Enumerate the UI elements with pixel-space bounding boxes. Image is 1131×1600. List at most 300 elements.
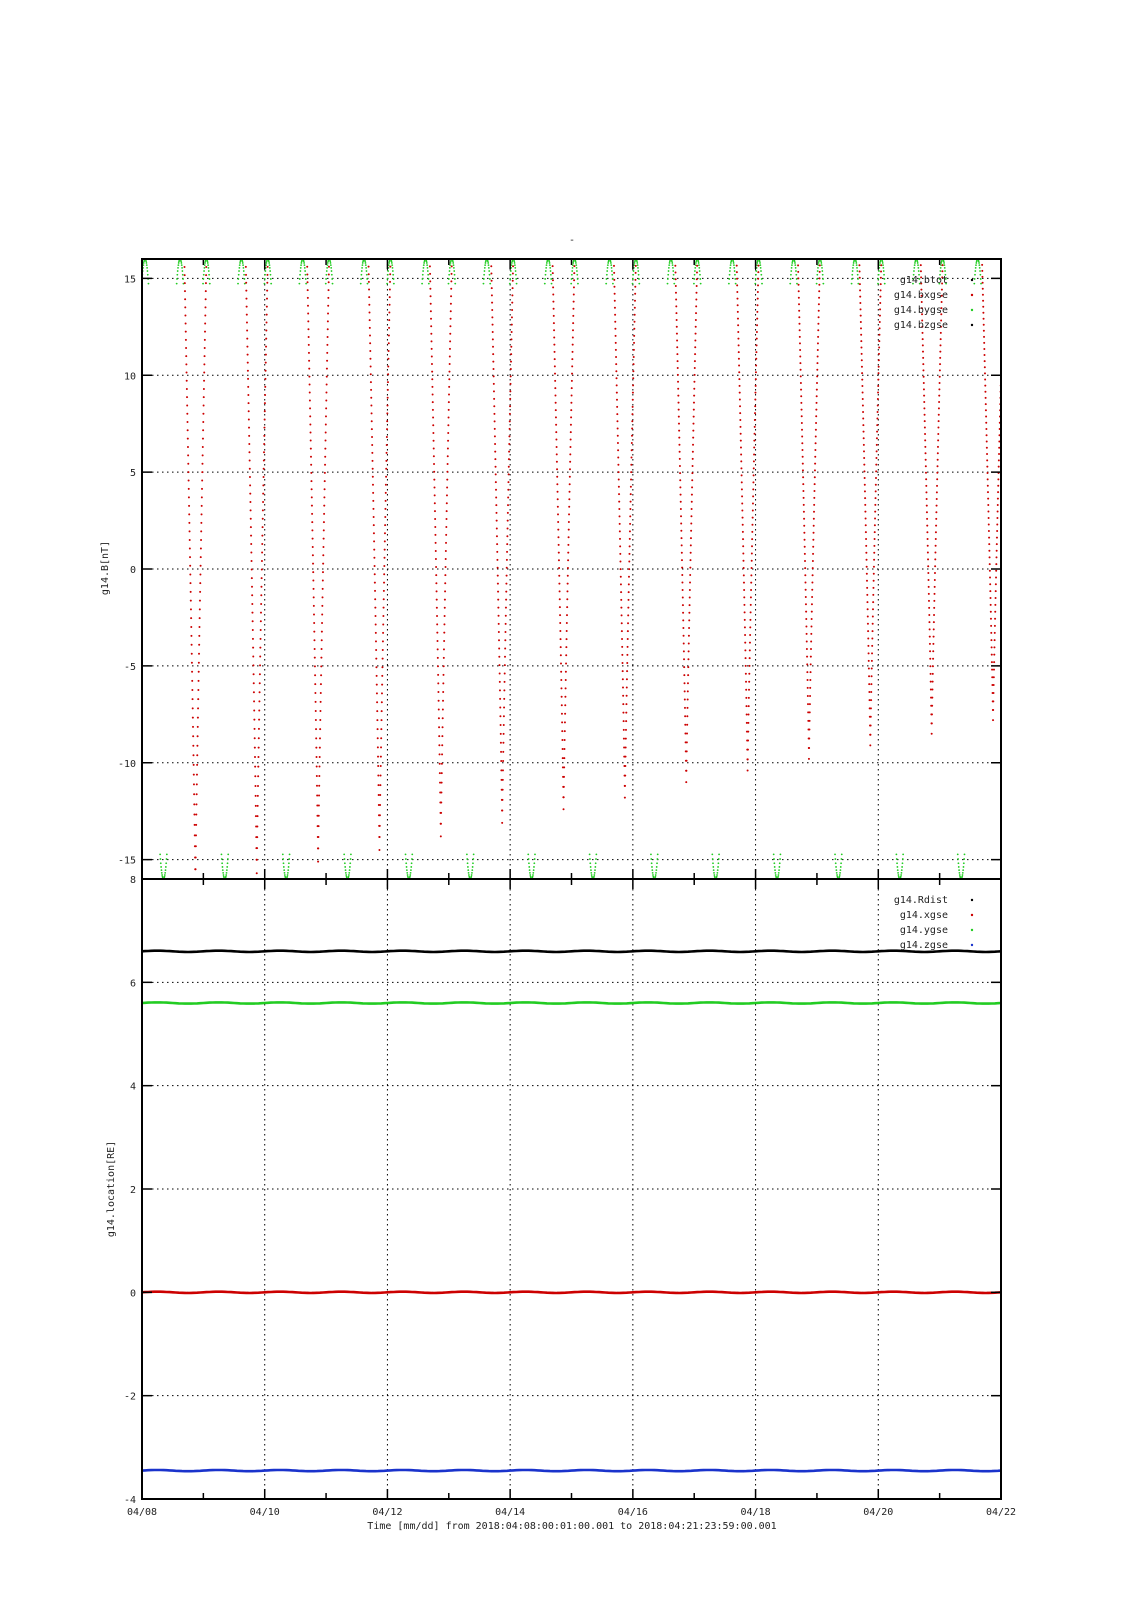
bxgse-point	[878, 340, 880, 342]
bxgse-point	[745, 705, 747, 707]
bxgse-point	[754, 419, 756, 421]
bxgse-point	[379, 804, 381, 806]
bxgse-point	[437, 691, 439, 693]
bxgse-point	[986, 466, 988, 468]
bxgse-point	[259, 673, 261, 675]
bygse-point	[575, 260, 577, 262]
bxgse-point	[754, 392, 756, 394]
bygse-point	[655, 874, 657, 876]
bxgse-point	[693, 388, 695, 390]
bxgse-point	[184, 306, 186, 308]
bygse-point	[818, 262, 820, 264]
bygse-point	[734, 274, 736, 276]
bxgse-point	[755, 351, 757, 353]
bygse-point	[841, 858, 843, 860]
bxgse-point	[256, 825, 258, 827]
l-y-tick-label: 0	[129, 1288, 136, 1300]
bygse-point	[161, 872, 163, 874]
bygse-point	[515, 274, 517, 276]
bxgse-point	[678, 402, 680, 404]
bxgse-point	[692, 437, 694, 439]
bxgse-point	[617, 442, 619, 444]
bxgse-point	[251, 577, 253, 579]
bxgse-point	[864, 504, 866, 506]
bxgse-point	[809, 695, 811, 697]
bygse-point	[595, 858, 597, 860]
bygse-point	[548, 260, 550, 262]
bxgse-point	[383, 582, 385, 584]
bxgse-point	[743, 574, 745, 576]
bygse-point	[392, 274, 394, 276]
bxgse-point	[940, 338, 942, 340]
bxgse-point	[368, 266, 370, 268]
bxgse-point	[506, 543, 508, 545]
bxgse-point	[861, 359, 863, 361]
bxgse-point	[938, 401, 940, 403]
bxgse-point	[506, 535, 508, 537]
bxgse-point	[373, 516, 375, 518]
bygse-point	[449, 270, 451, 272]
bygse-point	[178, 262, 180, 264]
bxgse-point	[385, 460, 387, 462]
bxgse-point	[444, 590, 446, 592]
bygse-point	[283, 866, 285, 868]
bxgse-point	[756, 324, 758, 326]
bxgse-point	[437, 682, 439, 684]
bxgse-point	[745, 665, 747, 667]
bxgse-point	[328, 266, 330, 268]
bxgse-point	[251, 560, 253, 562]
bxgse-point	[996, 543, 998, 545]
bygse-point	[226, 869, 228, 871]
bygse-point	[877, 283, 879, 285]
bxgse-point	[742, 517, 744, 519]
bxgse-point	[563, 776, 565, 778]
bygse-point	[759, 262, 761, 264]
b-y-axis-title: g14.B[nT]	[100, 540, 111, 596]
bxgse-point	[195, 803, 197, 805]
bygse-point	[283, 862, 285, 864]
bygse-point	[550, 274, 552, 276]
bygse-point	[570, 283, 572, 285]
bxgse-point	[441, 772, 443, 774]
bxgse-cusp	[183, 258, 207, 884]
bxgse-point	[814, 476, 816, 478]
bxgse-point	[981, 276, 983, 278]
bygse-point	[607, 264, 609, 266]
bxgse-point	[388, 342, 390, 344]
bxgse-point	[814, 469, 816, 471]
bxgse-point	[571, 365, 573, 367]
bxgse-point	[995, 556, 997, 558]
bxgse-point	[446, 486, 448, 488]
bxgse-point	[801, 415, 803, 417]
bxgse-point	[878, 346, 880, 348]
bxgse-point	[989, 556, 991, 558]
bygse-point	[545, 267, 547, 269]
bygse-point	[466, 853, 468, 855]
bygse-point	[790, 270, 792, 272]
bxgse-point	[685, 770, 687, 772]
bxgse-point	[616, 384, 618, 386]
bxgse-point	[926, 498, 928, 500]
bxgse-point	[994, 604, 996, 606]
bxgse-point	[512, 273, 514, 275]
bxgse-point	[370, 366, 372, 368]
bxgse-point	[248, 443, 250, 445]
bygse-point	[716, 874, 718, 876]
bxgse-point	[503, 689, 505, 691]
bxgse-point	[1003, 270, 1005, 272]
bygse-point	[146, 264, 148, 266]
bygse-point	[551, 283, 553, 285]
bygse-point	[282, 853, 284, 855]
bygse-point	[288, 862, 290, 864]
bxgse-point	[1003, 264, 1005, 266]
bxgse-point	[192, 754, 194, 756]
bxgse-point	[324, 464, 326, 466]
x-tick-label: 04/20	[863, 1507, 894, 1518]
bygse-point	[348, 874, 350, 876]
bxgse-point	[512, 287, 514, 289]
bxgse-point	[751, 531, 753, 533]
bxgse-point	[322, 579, 324, 581]
bxgse-point	[445, 558, 447, 560]
bxgse-point	[862, 418, 864, 420]
bxgse-point	[993, 684, 995, 686]
bxgse-point	[491, 316, 493, 318]
bxgse-point	[615, 349, 617, 351]
bxgse-point	[188, 513, 190, 515]
bxgse-point	[377, 746, 379, 748]
bxgse-cusp	[551, 258, 575, 810]
bxgse-point	[809, 720, 811, 722]
l-y-tick-label: 6	[129, 978, 136, 990]
bxgse-point	[439, 753, 441, 755]
series-line-g14-xgse	[142, 1292, 1001, 1293]
bygse-point	[161, 869, 163, 871]
bxgse-point	[924, 433, 926, 435]
bxgse-point	[563, 757, 565, 759]
bxgse-point	[203, 396, 205, 398]
bxgse-point	[865, 538, 867, 540]
bxgse-point	[262, 501, 264, 503]
bygse-point	[759, 264, 761, 266]
bxgse-point	[250, 535, 252, 537]
bygse-point	[388, 264, 390, 266]
bxgse-point	[624, 765, 626, 767]
bxgse-point	[449, 355, 451, 357]
bygse-point	[483, 274, 485, 276]
bxgse-point	[618, 486, 620, 488]
bxgse-point	[690, 544, 692, 546]
bygse-point	[795, 274, 797, 276]
bxgse-point	[266, 306, 268, 308]
bxgse-point	[376, 684, 378, 686]
bxgse-point	[249, 501, 251, 503]
bxgse-point	[755, 365, 757, 367]
bygse-point	[410, 866, 412, 868]
bxgse-point	[313, 605, 315, 607]
bygse-point	[484, 264, 486, 266]
bygse-point	[204, 267, 206, 269]
bxgse-point	[818, 284, 820, 286]
bxgse-point	[504, 672, 506, 674]
bxgse-point	[448, 417, 450, 419]
bygse-point	[284, 872, 286, 874]
bxgse-point	[200, 539, 202, 541]
bygse-point	[673, 274, 675, 276]
bxgse-point	[691, 494, 693, 496]
bxgse-point	[629, 523, 631, 525]
bxgse-point	[798, 297, 800, 299]
bxgse-point	[248, 451, 250, 453]
bxgse-point	[621, 638, 623, 640]
bxgse-point	[935, 545, 937, 547]
bxgse-point	[873, 545, 875, 547]
bxgse-point	[263, 435, 265, 437]
bygse-point	[470, 876, 472, 878]
bxgse-point	[619, 545, 621, 547]
bygse-point	[716, 872, 718, 874]
bxgse-point	[190, 635, 192, 637]
bxgse-point	[386, 444, 388, 446]
bxgse-point	[627, 614, 629, 616]
bxgse-point	[505, 615, 507, 617]
bygse-point	[405, 862, 407, 864]
bxgse-point	[873, 573, 875, 575]
bygse-point	[160, 866, 162, 868]
bxgse-point	[802, 456, 804, 458]
bxgse-point	[738, 378, 740, 380]
bxgse-point	[572, 308, 574, 310]
bxgse-point	[880, 283, 882, 285]
bxgse-point	[383, 607, 385, 609]
bxgse-point	[925, 452, 927, 454]
bxgse-point	[256, 859, 258, 861]
bxgse-point	[632, 384, 634, 386]
bxgse-point	[928, 607, 930, 609]
bxgse-point	[625, 756, 627, 758]
bxgse-point	[693, 416, 695, 418]
bygse-point	[901, 872, 903, 874]
bxgse-point	[807, 703, 809, 705]
bygse-point	[270, 283, 272, 285]
bxgse-point	[194, 882, 196, 884]
bxgse-point	[938, 414, 940, 416]
bxgse-point	[751, 567, 753, 569]
bxgse-point	[983, 324, 985, 326]
bxgse-point	[861, 366, 863, 368]
bxgse-point	[628, 583, 630, 585]
bxgse-point	[191, 653, 193, 655]
bxgse-point	[691, 479, 693, 481]
bxgse-point	[989, 590, 991, 592]
bxgse-point	[988, 550, 990, 552]
bygse-point	[637, 264, 639, 266]
bxgse-point	[319, 747, 321, 749]
bxgse-point	[993, 646, 995, 648]
bxgse-point	[312, 554, 314, 556]
bxgse-point	[942, 264, 944, 266]
bxgse-point	[260, 586, 262, 588]
bxgse-point	[247, 394, 249, 396]
bxgse-point	[496, 559, 498, 561]
b-legend-label: g14.btot	[899, 275, 948, 286]
bxgse-point	[996, 523, 998, 525]
bygse-point	[595, 853, 597, 855]
bygse-point	[959, 872, 961, 874]
bxgse-point	[573, 272, 575, 274]
bxgse-point	[509, 398, 511, 400]
bxgse-point	[316, 765, 318, 767]
bxgse-point	[266, 274, 268, 276]
bxgse-point	[743, 604, 745, 606]
bygse-point	[303, 262, 305, 264]
bxgse-point	[189, 556, 191, 558]
bxgse-point	[921, 301, 923, 303]
bxgse-point	[376, 719, 378, 721]
bxgse-point	[998, 466, 1000, 468]
bxgse-point	[503, 698, 505, 700]
bxgse-point	[318, 815, 320, 817]
bxgse-point	[495, 466, 497, 468]
bxgse-point	[632, 370, 634, 372]
bxgse-point	[813, 532, 815, 534]
bxgse-point	[801, 442, 803, 444]
bygse-point	[327, 262, 329, 264]
bxgse-point	[984, 385, 986, 387]
bxgse-point	[381, 719, 383, 721]
bxgse-point	[570, 439, 572, 441]
bxgse-point	[691, 508, 693, 510]
bxgse-point	[445, 566, 447, 568]
bxgse-point	[510, 353, 512, 355]
bygse-point	[817, 267, 819, 269]
bxgse-point	[740, 433, 742, 435]
bxgse-point	[495, 504, 497, 506]
l-legend-label: g14.zgse	[899, 940, 948, 951]
bxgse-point	[870, 716, 872, 718]
bygse-point	[839, 872, 841, 874]
bygse-point	[282, 858, 284, 860]
bygse-point	[488, 267, 490, 269]
bxgse-point	[613, 279, 615, 281]
bxgse-point	[754, 433, 756, 435]
bxgse-point	[511, 331, 513, 333]
bygse-point	[304, 267, 306, 269]
bxgse-point	[311, 529, 313, 531]
bxgse-point	[559, 606, 561, 608]
bxgse-point	[250, 552, 252, 554]
bxgse-point	[927, 538, 929, 540]
bxgse-point	[511, 316, 513, 318]
bygse-point	[877, 278, 879, 280]
bxgse-point	[500, 733, 502, 735]
bxgse-point	[245, 266, 247, 268]
bxgse-point	[572, 322, 574, 324]
bxgse-point	[261, 543, 263, 545]
bxgse-point	[192, 745, 194, 747]
bxgse-point	[251, 586, 253, 588]
bygse-point	[361, 270, 363, 272]
bxgse-point	[570, 416, 572, 418]
bxgse-point	[431, 340, 433, 342]
bxgse-point	[371, 428, 373, 430]
bxgse-point	[385, 484, 387, 486]
bxgse-point	[495, 473, 497, 475]
bxgse-point	[573, 265, 575, 267]
bxgse-point	[435, 558, 437, 560]
bygse-point	[226, 872, 228, 874]
bxgse-point	[193, 814, 195, 816]
bxgse-point	[504, 647, 506, 649]
bygse-point	[514, 264, 516, 266]
bxgse-point	[613, 272, 615, 274]
bxgse-point	[928, 586, 930, 588]
bygse-point	[182, 274, 184, 276]
b-y-tick-label: 0	[129, 565, 136, 576]
bxgse-point	[631, 413, 633, 415]
bxgse-point	[804, 581, 806, 583]
bygse-point	[651, 869, 653, 871]
bxgse-point	[572, 329, 574, 331]
bxgse-point	[505, 599, 507, 601]
bxgse-point	[627, 622, 629, 624]
bxgse-point	[430, 303, 432, 305]
bxgse-point	[382, 623, 384, 625]
bxgse-point	[819, 271, 821, 273]
bygse-point	[835, 862, 837, 864]
bxgse-point	[615, 335, 617, 337]
bxgse-point	[510, 368, 512, 370]
bygse-point	[227, 853, 229, 855]
bygse-day-dots	[509, 258, 553, 880]
bxgse-point	[440, 791, 442, 793]
bxgse-point	[682, 589, 684, 591]
bxgse-point	[560, 662, 562, 664]
bxgse-point	[933, 628, 935, 630]
bygse-point	[348, 876, 350, 878]
bxgse-point	[430, 295, 432, 297]
bxgse-point	[553, 315, 555, 317]
bxgse-point	[569, 476, 571, 478]
bxgse-point	[743, 589, 745, 591]
bygse-point	[822, 283, 824, 285]
bxgse-point	[1003, 258, 1005, 260]
bxgse-point	[438, 708, 440, 710]
bxgse-point	[756, 318, 758, 320]
bxgse-point	[189, 530, 191, 532]
bxgse-point	[867, 630, 869, 632]
bxgse-point	[264, 402, 266, 404]
bxgse-point	[256, 847, 258, 849]
bxgse-point	[863, 464, 865, 466]
bxgse-point	[252, 629, 254, 631]
bxgse-point	[507, 520, 509, 522]
bxgse-point	[440, 812, 442, 814]
bxgse-point	[197, 726, 199, 728]
bxgse-point	[501, 799, 503, 801]
bygse-point	[852, 267, 854, 269]
bxgse-point	[246, 306, 248, 308]
bygse-point	[177, 270, 179, 272]
bxgse-point	[805, 611, 807, 613]
bxgse-point	[617, 457, 619, 459]
bygse-point	[851, 274, 853, 276]
bxgse-point	[379, 794, 381, 796]
bygse-point	[836, 874, 838, 876]
